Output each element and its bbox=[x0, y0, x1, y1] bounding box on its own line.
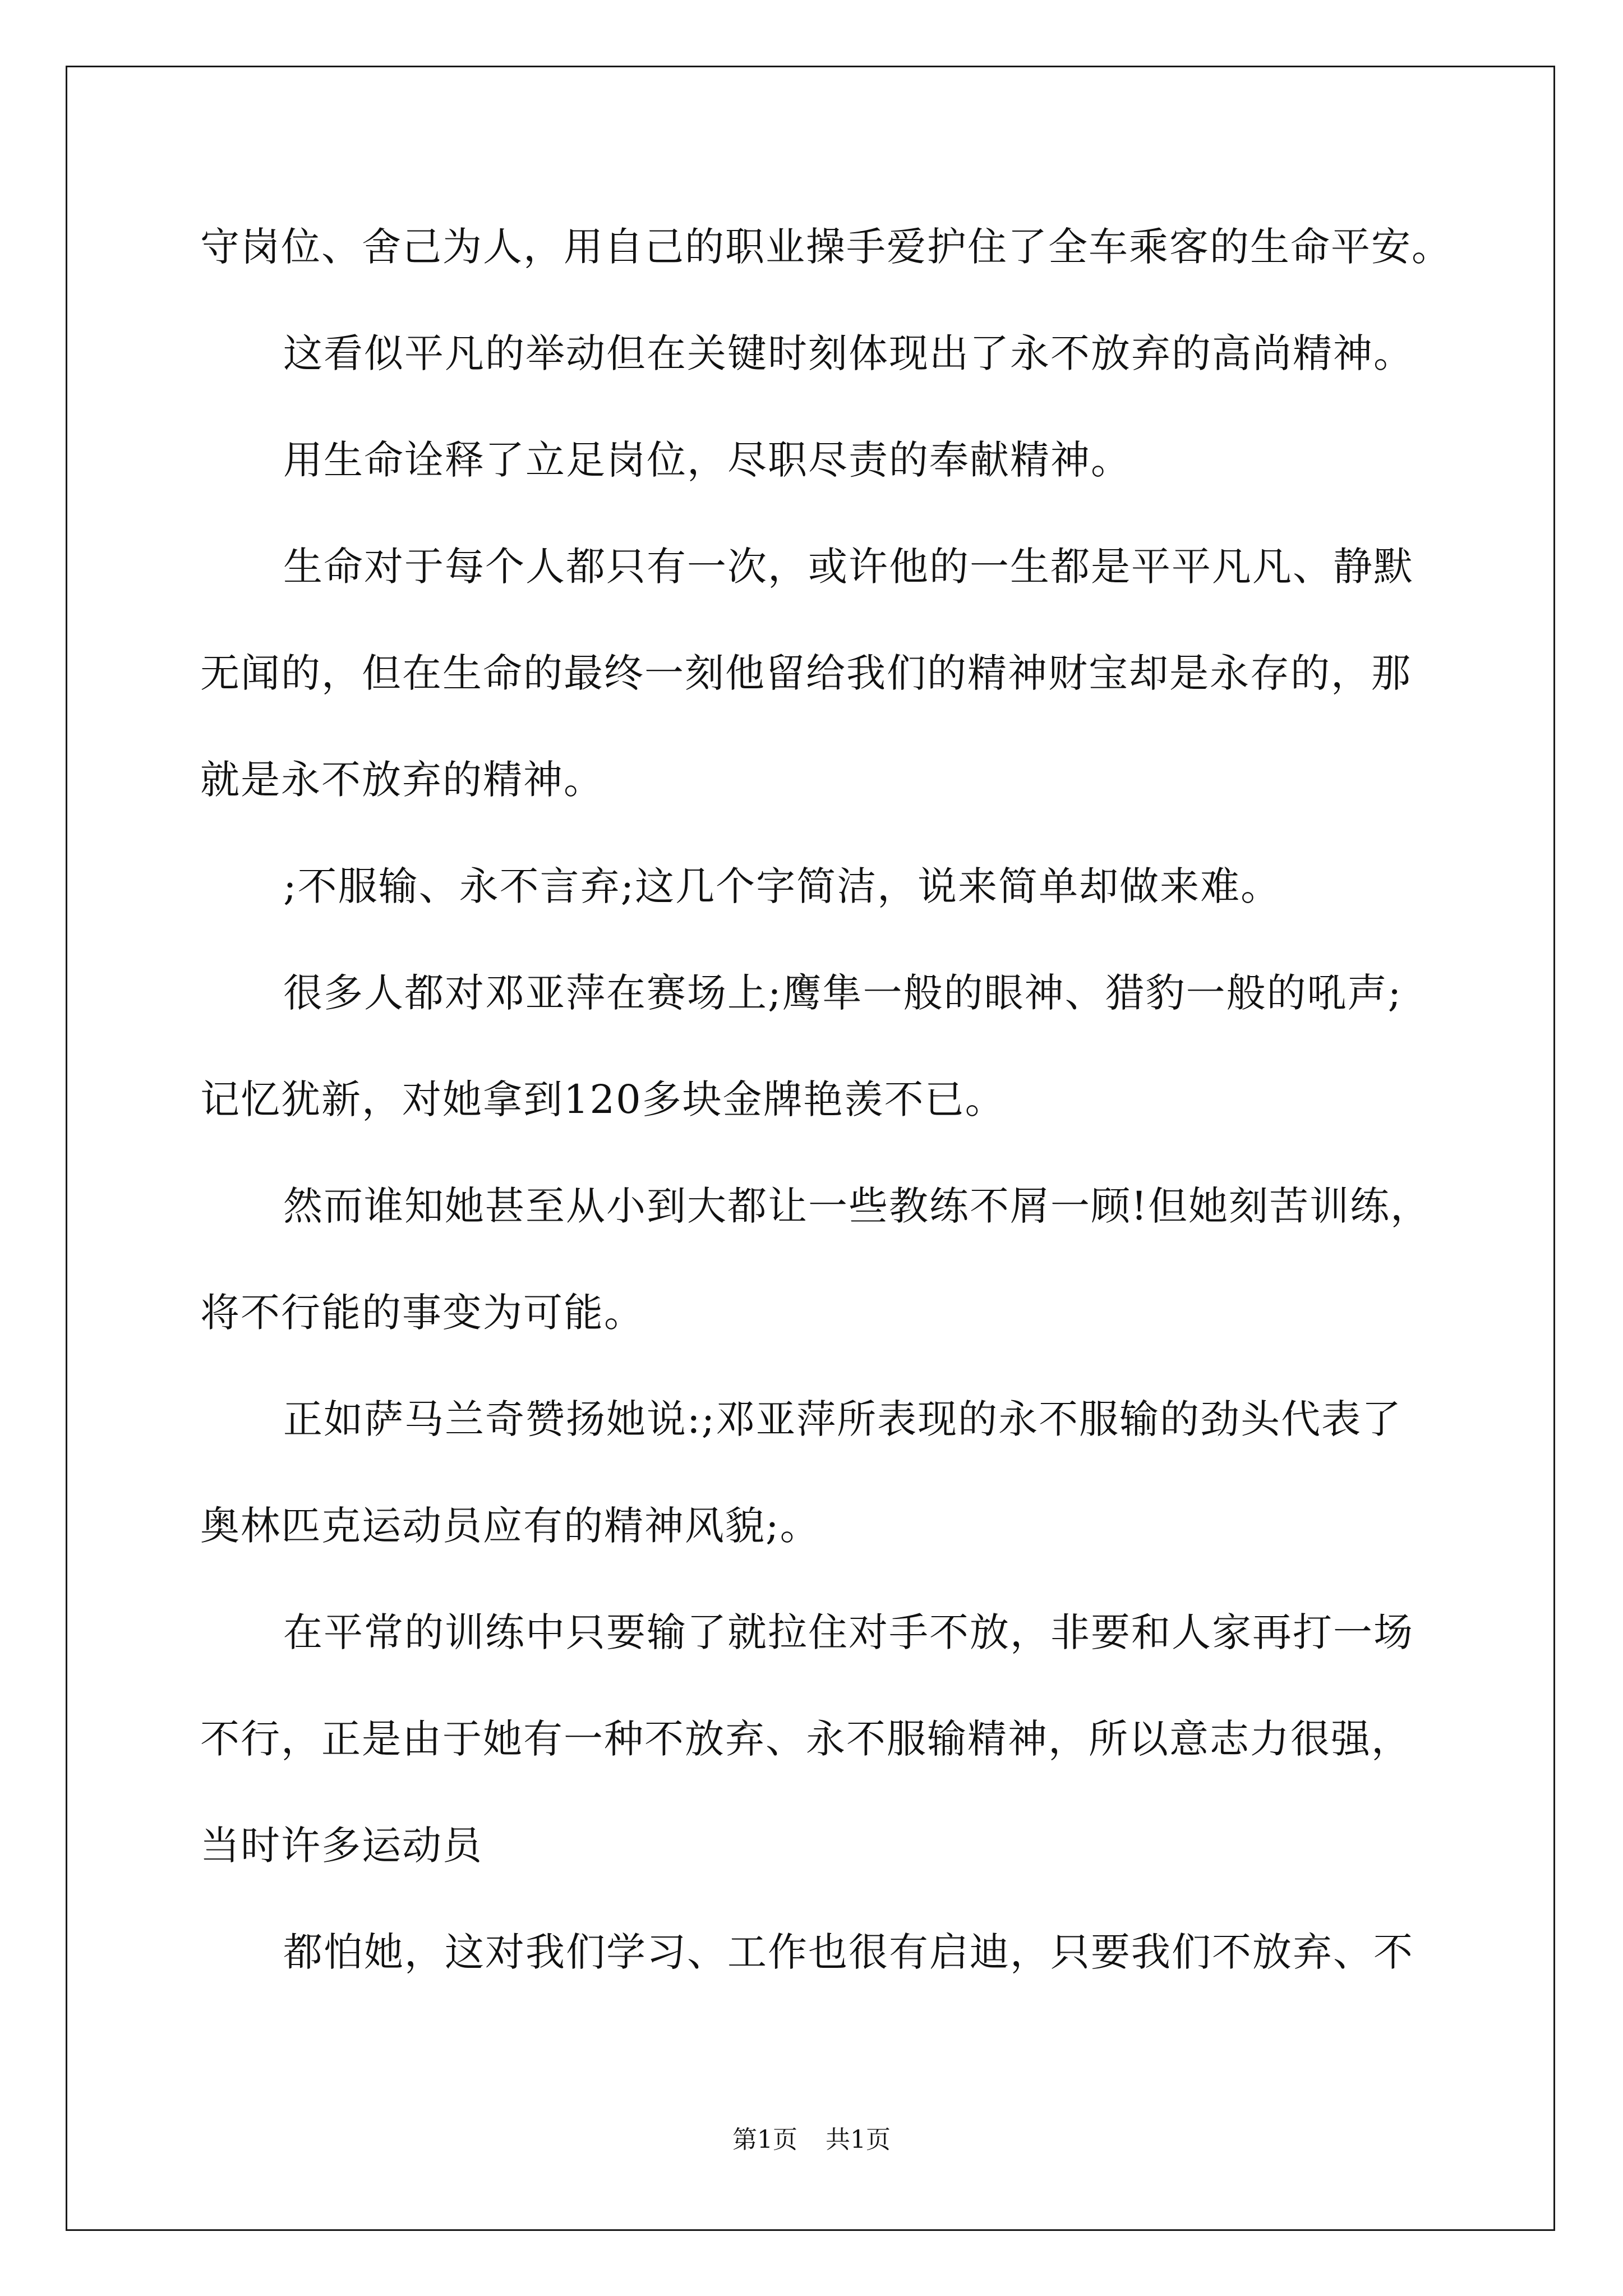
text-line: 记忆犹新，对她拿到120多块金牌艳羡不已。 bbox=[200, 1076, 1006, 1122]
text-line: 守岗位、舍己为人，用自己的职业操手爱护住了全车乘客的生命平安。 bbox=[200, 224, 1452, 270]
text-line: ;不服输、永不言弃;这几个字简洁，说来简单却做来难。 bbox=[283, 863, 1281, 909]
text-line: 无闻的，但在生命的最终一刻他留给我们的精神财宝却是永存的，那 bbox=[200, 650, 1412, 696]
text-line: 正如萨马兰奇赞扬她说:;邓亚萍所表现的永不服输的劲头代表了 bbox=[283, 1396, 1403, 1442]
text-line: 不行，正是由于她有一种不放弃、永不服输精神，所以意志力很强， bbox=[200, 1716, 1412, 1762]
text-line: 奥林匹克运动员应有的精神风貌;。 bbox=[200, 1503, 820, 1549]
text-line: 很多人都对邓亚萍在赛场上;鹰隼一般的眼神、猎豹一般的吼声; bbox=[283, 970, 1403, 1016]
text-line: 将不行能的事变为可能。 bbox=[200, 1290, 644, 1336]
page-footer bbox=[0, 2123, 1623, 2157]
text-line: 用生命诠释了立足岗位，尽职尽责的奉献精神。 bbox=[283, 437, 1131, 483]
text-line: 就是永不放弃的精神。 bbox=[200, 757, 604, 803]
text-line: 这看似平凡的举动但在关键时刻体现出了永不放弃的高尚精神。 bbox=[283, 330, 1414, 376]
text-line: 然而谁知她甚至从小到大都让一些教练不屑一顾!但她刻苦训练， bbox=[283, 1183, 1431, 1229]
text-line: 当时许多运动员 bbox=[200, 1823, 483, 1869]
text-line: 生命对于每个人都只有一次，或许他的一生都是平平凡凡、静默 bbox=[283, 544, 1414, 590]
page-frame bbox=[66, 66, 1555, 2231]
page-number: 第1页 bbox=[732, 2125, 797, 2154]
text-line: 都怕她，这对我们学习、工作也很有启迪，只要我们不放弃、不 bbox=[283, 1929, 1414, 1975]
page-total: 共1页 bbox=[826, 2125, 891, 2154]
text-line: 在平常的训练中只要输了就拉住对手不放，非要和人家再打一场 bbox=[283, 1609, 1414, 1655]
